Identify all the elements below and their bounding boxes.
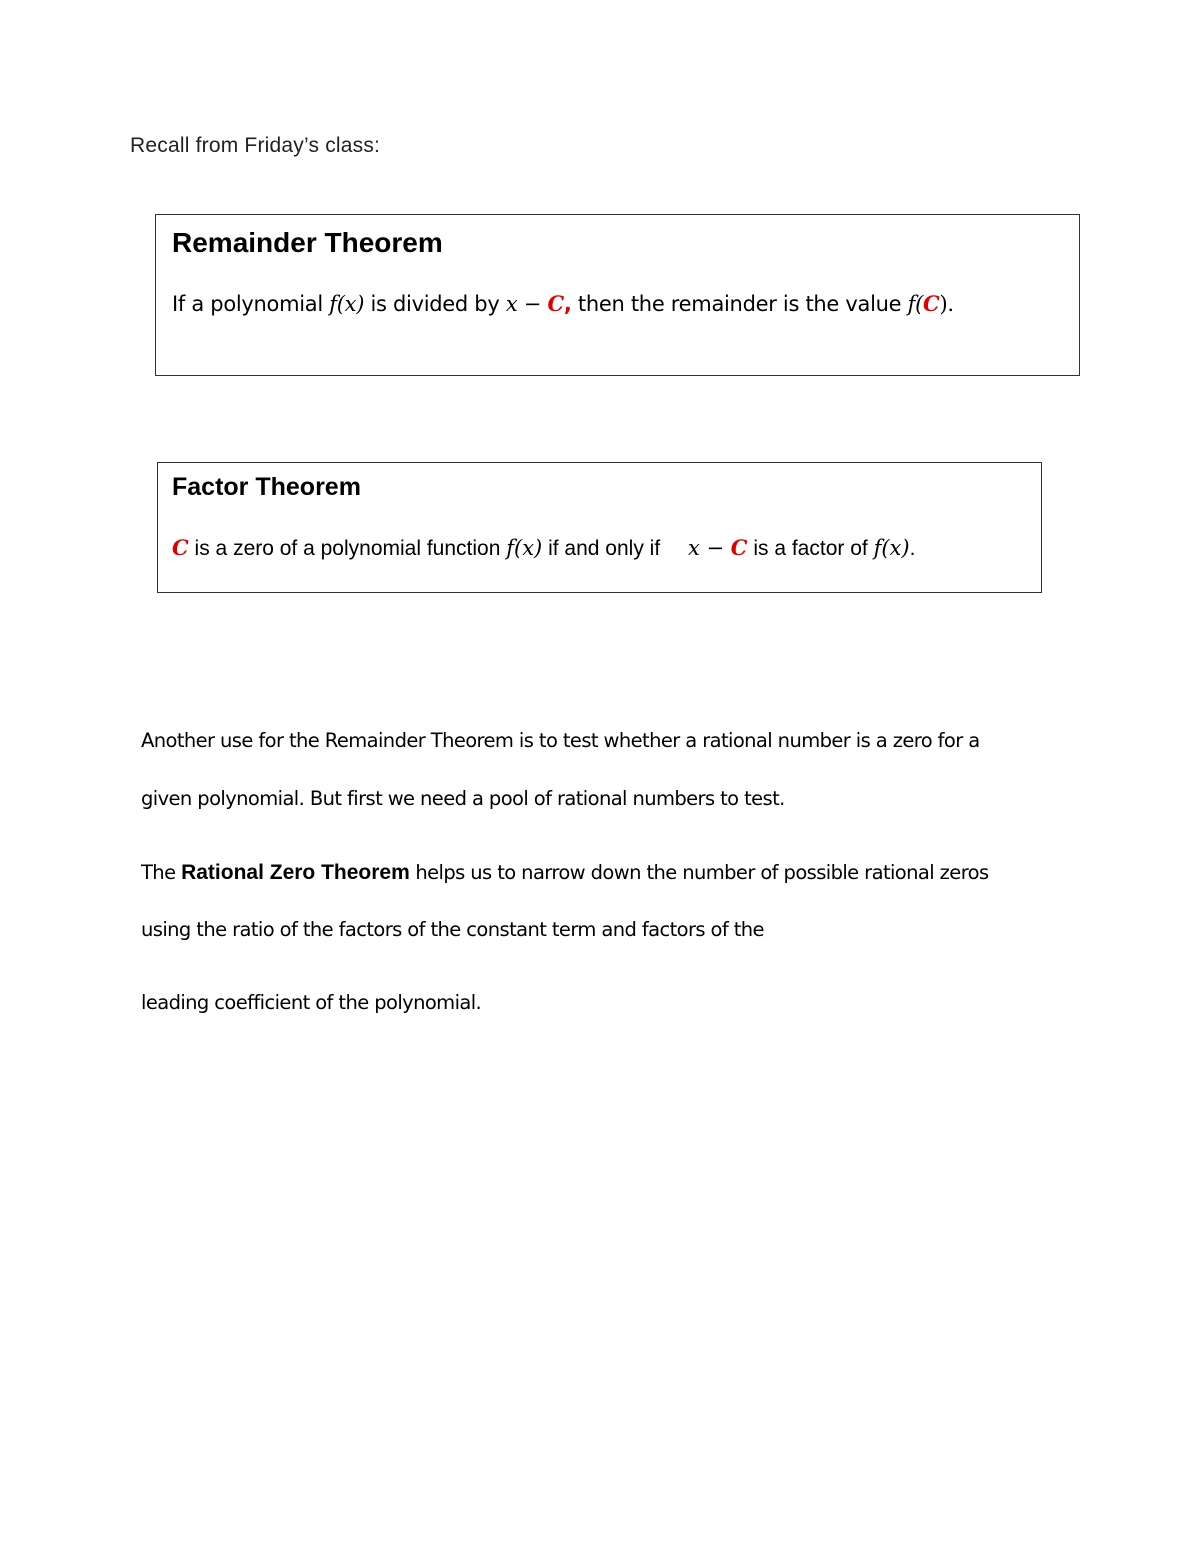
statement-text: then the remainder is the value — [571, 292, 908, 316]
paragraph-line: given polynomial. But first we need a pool of rational numbers to test. — [141, 787, 785, 810]
function-notation: f(x) — [506, 536, 543, 560]
statement-text: is divided by — [364, 292, 506, 316]
paragraph-text: The — [141, 861, 182, 884]
function-open: f( — [907, 292, 924, 316]
factor-theorem-box — [157, 462, 1042, 593]
comma: , — [563, 292, 572, 316]
constant-c: C — [547, 291, 564, 316]
paragraph-text: helps us to narrow down the number of possible rational zeros — [409, 861, 989, 884]
recall-heading: Recall from Friday’s class: — [130, 134, 381, 157]
paragraph-line: Another use for the Remainder Theorem is to test whether a rational number is a zero for a — [141, 729, 980, 752]
paragraph-line: using the ratio of the factors of the constant term and factors of the — [141, 918, 764, 941]
remainder-theorem-title: Remainder Theorem — [172, 227, 443, 258]
statement-end: . — [909, 537, 916, 560]
factor-theorem-title: Factor Theorem — [172, 473, 361, 501]
binomial-x-minus: x − — [687, 536, 731, 560]
statement-text: If a polynomial — [172, 292, 330, 316]
constant-c: C — [923, 291, 940, 316]
paragraph-line: leading coefficient of the polynomial. — [141, 991, 482, 1014]
remainder-theorem-box — [155, 214, 1080, 376]
function-notation: f(x) — [329, 292, 365, 316]
constant-c: C — [730, 535, 748, 560]
constant-c: C — [172, 535, 189, 560]
statement-text: if and only if — [542, 537, 666, 560]
binomial-x-minus: x − — [505, 292, 548, 316]
rational-zero-theorem-term: Rational Zero Theorem — [181, 861, 410, 884]
function-close: ). — [939, 292, 954, 316]
statement-text: is a factor of — [747, 537, 874, 560]
function-notation: f(x) — [873, 536, 910, 560]
factor-theorem-statement — [172, 535, 915, 561]
paragraph-line — [141, 861, 989, 885]
statement-text: is a zero of a polynomial function — [188, 537, 507, 560]
remainder-theorem-statement — [172, 291, 954, 316]
